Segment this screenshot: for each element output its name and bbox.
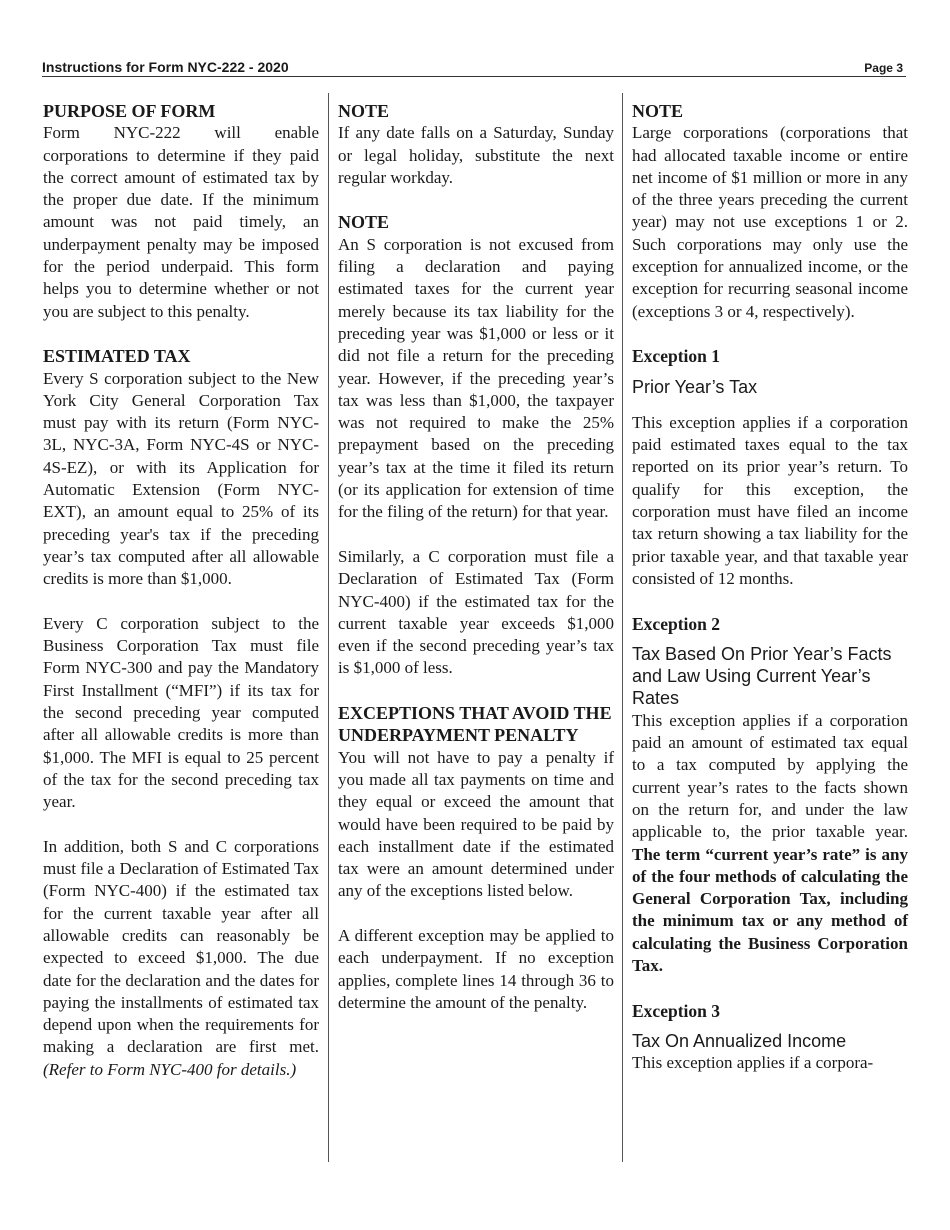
exception-3-text: This exception applies if a corpora- xyxy=(632,1053,874,1073)
exception-1-text: This exception applies if a corporation paid estimated taxes equal to the tax reported on its prior year’s return. To qualify for this exception, the corporation must have filed an income tax return showing a tax liability for the prior taxable year, and that taxable year consisted of 12 months. xyxy=(632,412,908,588)
large-corp-note-text: Large corporations (corporations that had allocated taxable income or entire net income of $1 million or more in any of the three years preceding the current year) may not use exceptions 1 or 2. Such corporations may only use the exception for annualized income, or the exception for recurring seasonal income (exceptions 3 or 4, respectively). xyxy=(632,123,908,321)
note-2-text: An S corporation is not excused from filing a declaration and paying estimated taxes for the current year merely because its tax liability for the preceding year was $1,000 or less or it did not file a return for the preceding year. However, if the preceding year’s tax was less than $1,000, the taxpayer was not required to make the 25% prepayment based on the preceding year’s tax at the time it filed its return (or its application for extension of time for the filing of the return) for that year. xyxy=(338,234,614,522)
exception-3-heading: Exception 3 xyxy=(632,1000,720,1021)
note-1-heading: NOTE xyxy=(338,101,390,121)
column-divider-2 xyxy=(622,93,623,1162)
page-number: Page 3 xyxy=(864,61,903,75)
exception-3-subheading: Tax On Annualized Income xyxy=(632,1030,847,1051)
note-1-text: If any date falls on a Saturday, Sunday or legal holiday, substitute the next regular workday. xyxy=(338,123,614,187)
estimated-tax-paragraph-1: Every S corporation subject to the New York City General Corporation Tax must pay with its return (Form NYC-3L, NYC-3A, Form NYC-4S or NYC-4S-EZ), or with its Application for Automatic Extension (Form NYC-EXT), an amount equal to 25% of its preceding year's tax if the preceding year’s tax computed after all allowable credits is more than $1,000. xyxy=(43,368,319,589)
note-2-text-continued: Similarly, a C corporation must file a Declaration of Estimated Tax (Form NYC-400) if the estimated tax for the current taxable year exceeds $1,000 even if the second preceding year’s tax is $1,000 of less. xyxy=(338,546,614,678)
document-title: Instructions for Form NYC-222 - 2020 xyxy=(42,59,289,75)
estimated-tax-heading: ESTIMATED TAX xyxy=(43,346,191,367)
exception-1-subheading: Prior Year’s Tax xyxy=(632,376,758,397)
exception-2-subheading: Tax Based On Prior Year’s Facts and Law Using Current Year’s Rates xyxy=(632,643,892,709)
exception-1-heading: Exception 1 xyxy=(632,346,720,367)
estimated-tax-paragraph-2: Every C corporation subject to the Business Corporation Tax must file Form NYC-300 and pay the Mandatory First Installment (“MFI”) if its tax for the second preceding year computed after all allowable credits is more than $1,000. The MFI is equal to 25 percent of the tax for the second preceding tax year. xyxy=(43,613,319,812)
column-2 xyxy=(338,100,614,1014)
column-divider-1 xyxy=(328,93,329,1162)
large-corp-note-heading: NOTE xyxy=(632,101,684,121)
exception-2-text-body: This exception applies if a corporation paid an amount of estimated tax equal to a tax computed by applying the current year’s rates to the facts shown on the return for, and under the law applicable to, the prior taxable year. xyxy=(632,710,908,842)
exceptions-paragraph-1: You will not have to pay a penalty if you made all tax payments on time and they equal or exceed the amount that would have been required to be paid by each installment date if the estimated tax were an amount determined under any of the exceptions listed below. xyxy=(338,747,614,901)
note-2-heading: NOTE xyxy=(338,212,390,233)
page-header xyxy=(42,58,906,77)
estimated-tax-paragraph-3 xyxy=(43,836,319,1081)
exceptions-paragraph-2: A different exception may be applied to each underpayment. If no exception applies, complete lines 14 through 36 to determine the amount of the penalty. xyxy=(338,925,614,1012)
column-3 xyxy=(632,100,908,1074)
estimated-tax-paragraph-3-text: In addition, both S and C corporations must file a Declaration of Estimated Tax (Form NYC-400) if the estimated tax for the current taxable year after all allowable credits can reasonably be expected to exceed $1,000. The due date for the declaration and the dates for paying the installments of estimated tax depend upon when the requirements for making a declaration are first met. xyxy=(43,836,319,1057)
purpose-heading: PURPOSE OF FORM xyxy=(43,101,216,121)
column-1 xyxy=(43,100,319,1081)
exceptions-heading: EXCEPTIONS THAT AVOID THE UNDERPAYMENT PENALTY xyxy=(338,703,612,746)
estimated-tax-reference: (Refer to Form NYC-400 for details.) xyxy=(43,1059,297,1079)
purpose-text: Form NYC-222 will enable corporations to determine if they paid the correct amount of estimated tax by the proper due date. If the minimum amount was not paid timely, an underpayment penalty may be imposed for the period underpaid. This form helps you to determine whether or not you are subject to this penalty. xyxy=(43,123,319,321)
exception-2-definition: The term “current year’s rate” is any of the four methods of calculating the General Corporation Tax, including the minimum tax or any method of calculating the Business Corporation Tax. xyxy=(632,844,908,975)
exception-2-text xyxy=(632,710,908,978)
exception-2-heading: Exception 2 xyxy=(632,613,720,634)
